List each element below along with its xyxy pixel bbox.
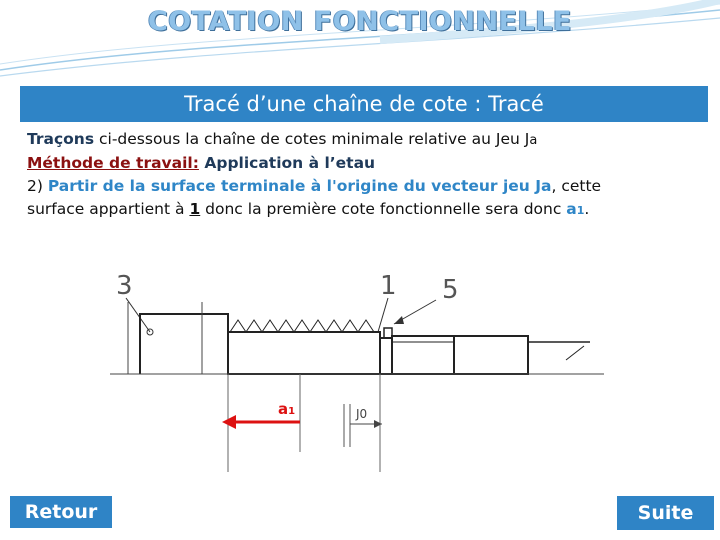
line1-sub: a <box>529 133 538 148</box>
screw-body <box>228 332 380 374</box>
section-title: Tracé d’une chaîne de cote : Tracé <box>184 92 544 116</box>
line4-a: surface appartient à <box>27 200 190 218</box>
line1-bold: Traçons <box>27 130 95 148</box>
label-5: 5 <box>442 275 459 305</box>
line4-var: a <box>566 200 577 218</box>
label-j: J0 <box>356 407 368 421</box>
line3-blue: Partir de la surface terminale à l'origine du vecteur jeu Ja <box>47 177 552 195</box>
leader-1 <box>378 298 388 332</box>
section-title-bar <box>20 86 708 122</box>
line1-rest: ci-dessous la chaîne de cotes minimale relative au Jeu J <box>94 130 530 148</box>
technical-drawing <box>110 262 610 474</box>
next-button[interactable]: Suite <box>617 496 714 530</box>
instruction-text <box>27 128 713 222</box>
line4-num: 1 <box>189 200 201 218</box>
label-1: 1 <box>380 271 397 301</box>
method-label: Méthode de travail: <box>27 154 199 172</box>
line4-b: donc la première cote fonctionnelle sera donc <box>200 200 567 218</box>
vector-a1-label: a1 <box>278 400 296 418</box>
instruction-line-1 <box>27 128 713 152</box>
back-button[interactable]: Retour <box>10 496 112 528</box>
handle-base <box>454 336 528 374</box>
collar-1 <box>380 338 392 374</box>
j-arrow <box>374 420 382 428</box>
page-title: COTATION FONCTIONNELLE <box>147 6 572 37</box>
instruction-line-2 <box>27 152 713 175</box>
vice-jaw <box>140 314 228 374</box>
break-mark <box>566 346 584 360</box>
line4-end: . <box>584 200 590 218</box>
screw-threads <box>230 320 374 332</box>
label-3: 3 <box>116 271 133 301</box>
line3-rest: , cette <box>551 177 602 195</box>
line3-prefix: 2) <box>27 177 48 195</box>
collar-pin <box>384 328 392 338</box>
vector-a1-arrow <box>222 415 236 429</box>
line4-sub: 1 <box>576 204 585 217</box>
instruction-line-3 <box>27 175 713 198</box>
instruction-line-4 <box>27 198 713 222</box>
leader-5-arrow <box>394 316 404 324</box>
method-text: Application à l’etau <box>198 154 376 172</box>
